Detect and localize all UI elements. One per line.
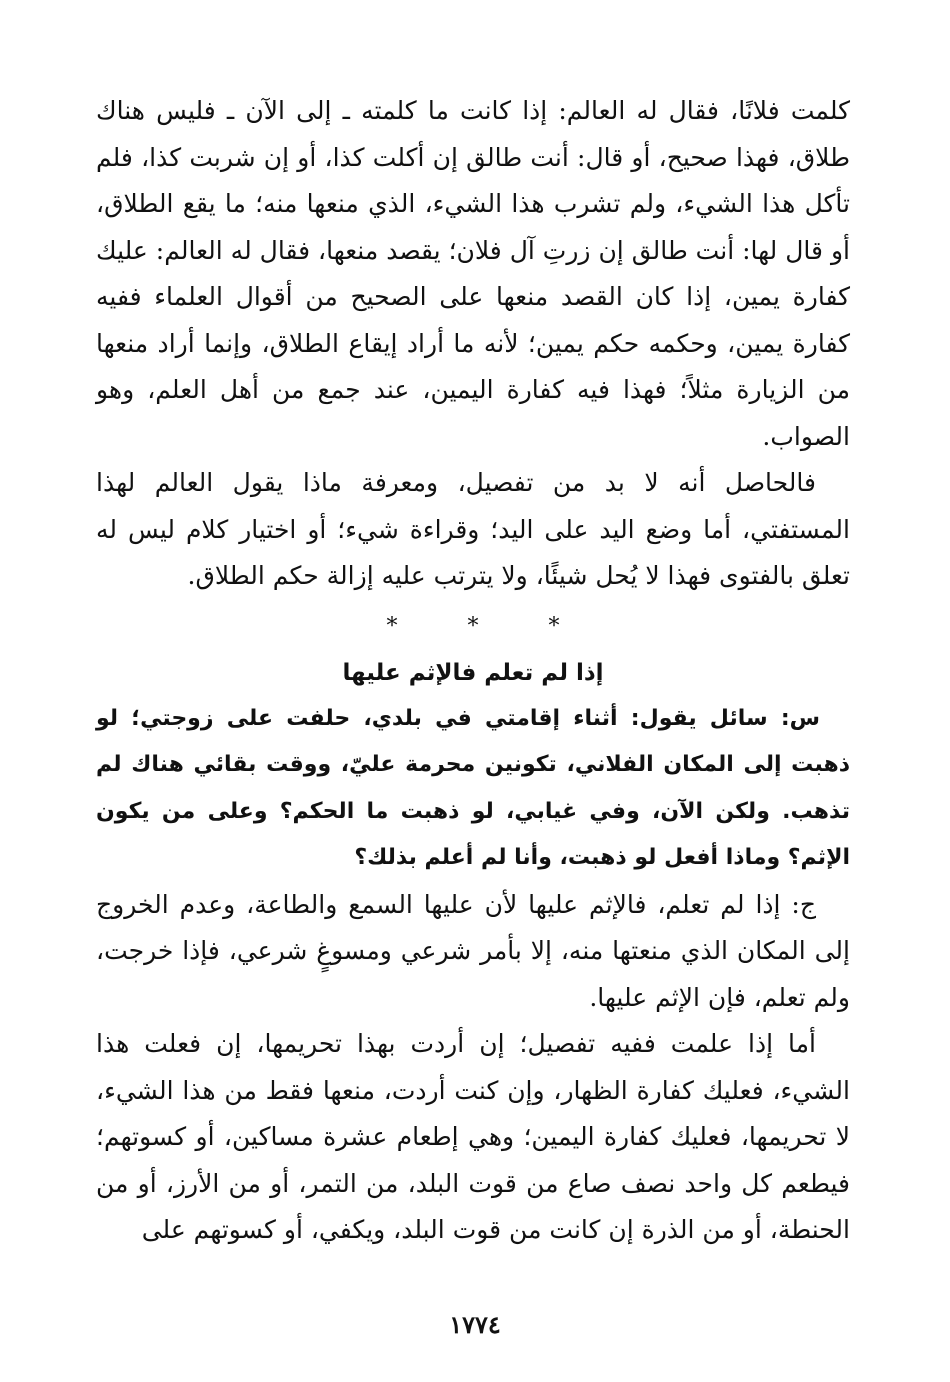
paragraph-conclusion: فالحاصل أنه لا بد من تفصيل، ومعرفة ماذا يقول العالم لهذا المستفتي، أما وضع اليد على اليد؛ وقراءة شيء؛ أو اختيار كلام ليس له تعلق بالفتوى فهذا لا يُحل شيئًا، ولا يترتب عليه إزالة حكم الطلاق.: [96, 468, 850, 590]
paragraph-continuation: كلمت فلانًا، فقال له العالم: إذا كانت ما كلمته ـ إلى الآن ـ فليس هناك طلاق، فهذا صحيح، أو قال: أنت طالق إن أكلت كذا، أو إن شربت كذا، فلم تأكل هذا الشيء، ولم تشرب هذا الشيء، الذي منعها منه؛ ما يقع الطلاق، أو قال لها: أنت طالق إن زرتِ آل فلان؛ يقصد منعها، فقال له العالم: عليك كفارة يمين، إذا كان القصد منعها على الصحيح من أقوال العلماء ففيه كفارة يمين، وحكمه حكم يمين؛ لأنه ما أراد إيقاع الطلاق، وإنما أراد منعها من الزيارة مثلاً؛ فهذا فيه كفارة اليمين، عند جمع من أهل العلم، وهو الصواب.: [96, 96, 850, 451]
section-separator: [96, 604, 850, 650]
answer-paragraph: ج: إذا لم تعلم، فالإثم عليها لأن عليها السمع والطاعة، وعدم الخروج إلى المكان الذي منعتها منه، إلا بأمر شرعي ومسوغٍ شرعي، فإذا خرجت، ولم تعلم، فإن الإثم عليها.: [96, 889, 850, 1012]
answer-detail-paragraph: أما إذا علمت ففيه تفصيل؛ إن أردت بهذا تحريمها، إن فعلت هذا الشيء، فعليك كفارة الظهار، وإن كنت أردت، منعها فقط من هذا الشيء، لا تحريمها، فعليك كفارة اليمين؛ وهي إطعام عشرة مساكين، أو كسوتهم؛ فيطعم كل واحد نصف صاع من قوت البلد، من التمر، أو من الأرز، أو من الحنطة، أو من الذرة إن كانت من قوت البلد، ويكفي، أو كسوتهم على: [96, 1029, 850, 1244]
page-number: ١٧٧٤: [449, 1310, 501, 1339]
section-title: إذا لم تعلم فالإثم عليها: [342, 659, 604, 686]
separator-star-icon: *: [386, 613, 398, 639]
separator-star-icon: *: [467, 613, 479, 639]
separator-star-icon: *: [548, 613, 560, 639]
question-text: س: سائل يقول: أثناء إقامتي في بلدي، حلفت على زوجتي؛ لو ذهبت إلى المكان الفلاني، تكونين محرمة عليّ، ووقت بقائي هناك لم تذهب. ولكن الآن، وفي غيابي، لو ذهبت ما الحكم؟ وعلى من يكون الإثم؟ وماذا أفعل لو ذهبت، وأنا لم أعلم بذلك؟: [96, 705, 850, 870]
page-body: [96, 88, 850, 1358]
